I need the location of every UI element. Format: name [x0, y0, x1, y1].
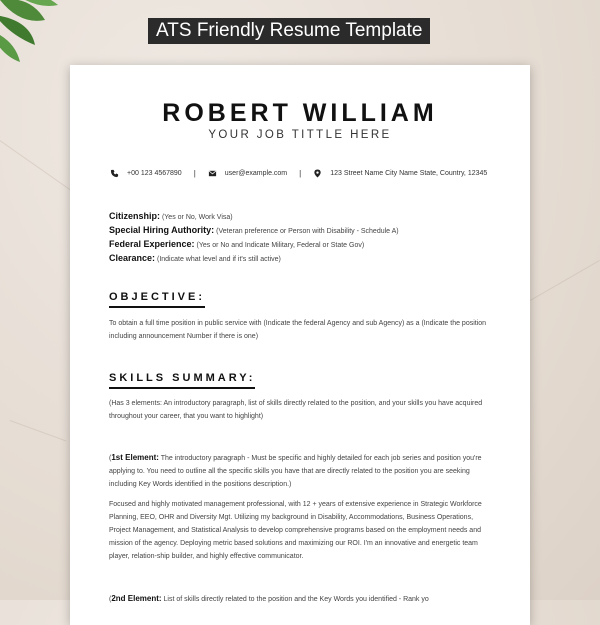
skills-heading: SKILLS SUMMARY:	[109, 372, 255, 389]
eligibility-fields	[109, 210, 399, 266]
contact-phone: +00 123 4567890	[127, 169, 182, 177]
marble-vein	[0, 140, 74, 192]
objective-heading: OBJECTIVE:	[109, 291, 205, 308]
skills-intro: (Has 3 elements: An introductory paragraph, list of skills directly related to the position, and your skills you have acquired throughout your career, that you want to highlight)	[109, 400, 483, 420]
field-citizenship: Citizenship: (Yes or No, Work Visa)	[109, 211, 233, 221]
banner-title: ATS Friendly Resume Template	[148, 18, 430, 44]
mail-icon	[208, 169, 217, 178]
contact-separator: |	[299, 168, 302, 178]
location-pin-icon	[313, 169, 322, 178]
resume-page	[70, 65, 530, 625]
contact-email: user@example.com	[224, 169, 288, 177]
skills-element-2: (2nd Element: List of skills directly related to the position and the Key Words you identified - Rank yo	[109, 594, 429, 603]
contact-separator: |	[193, 168, 196, 178]
marble-vein	[10, 420, 67, 441]
contact-row	[110, 167, 500, 179]
objective-text: To obtain a full time position in public service with (Indicate the federal Agency and sub Agency) as a (Indicate the position including announcement Number if there is one)	[109, 320, 487, 340]
field-hiring-authority: Special Hiring Authority: (Veteran preference or Person with Disability - Schedule A)	[109, 225, 399, 235]
plant-leaves-icon	[0, 0, 70, 70]
resume-job-title: YOUR JOB TITTLE HERE	[208, 129, 392, 141]
resume-name: ROBERT WILLIAM	[162, 99, 438, 127]
field-federal-experience: Federal Experience: (Yes or No and Indicate Military, Federal or State Gov)	[109, 239, 365, 249]
skills-paragraph: Focused and highly motivated management professional, with 12 + years of extensive experience in Strategic Workforce Planning, EEO, OHR and Diversity Mgt. Utilizing my background in Disability, Accommodations, Business Operations, Project Management, and Statistical Analysis to develop comprehensive programs based on the employment needs and mission of the agency. Deploying metric based solutions and maximizing our ROI. I'm an innovative and energetic team player, relation-ship builder, and highly effective communicator.	[109, 501, 482, 560]
marble-vein	[530, 260, 600, 301]
contact-address: 123 Street Name City Name State, Country, 12345	[330, 169, 488, 177]
field-clearance: Clearance: (Indicate what level and if it's still active)	[109, 253, 281, 263]
skills-element-1: (1st Element: The introductory paragraph - Must be specific and highly detailed for each job series and position you're applying to. You need to outline all the specific skills you have that are directly related to the position you are seeking including Key Words identified in the positions description.)	[109, 453, 482, 488]
phone-icon	[110, 169, 119, 178]
